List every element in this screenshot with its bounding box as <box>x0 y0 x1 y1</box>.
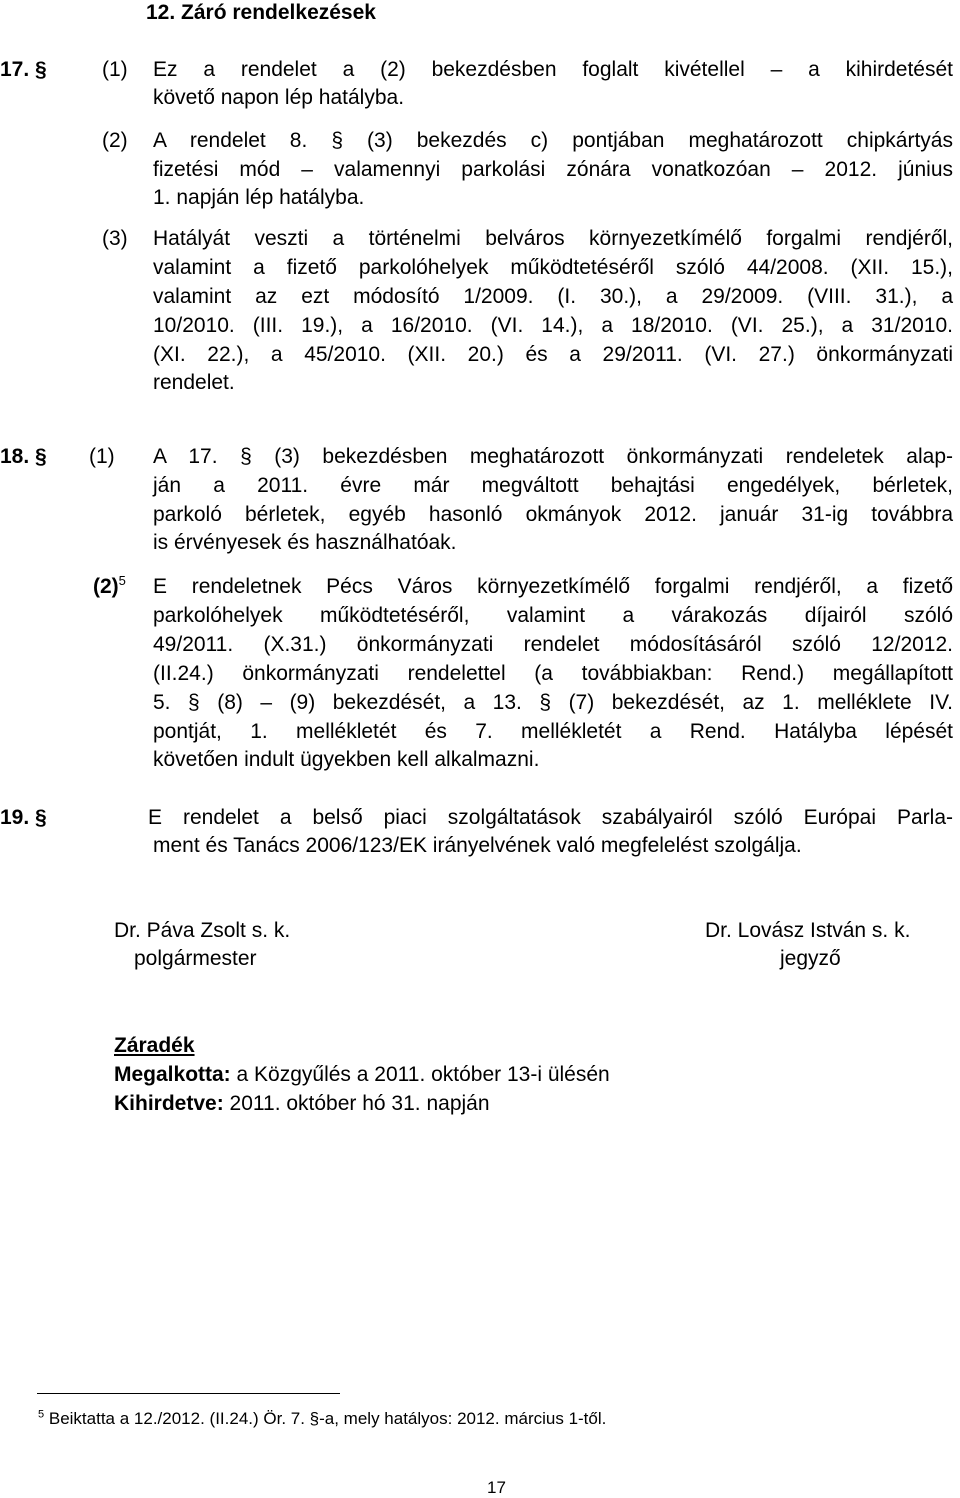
s18-p2-line: követően indult ügyekben kell alkalmazni. <box>153 748 540 771</box>
s18-p2-line: 5. § (8) – (9) bekezdését, a 13. § (7) bekezdését, az 1. melléklete IV. <box>153 691 953 714</box>
s17-p2-line: 1. napján lép hatályba. <box>153 186 365 209</box>
s17-p3-line: rendelet. <box>153 371 235 394</box>
clause-title: Záradék <box>114 1034 195 1057</box>
s18-p2-line: E rendeletnek Pécs Város környezetkímélő forgalmi rendjéről, a fizető <box>153 575 953 598</box>
signature-left-title: polgármester <box>134 947 257 970</box>
s18-p2-line: pontját, 1. mellékletét és 7. mellékletét a Rend. Hatályba lépését <box>153 720 953 743</box>
footnote-reference: 5 <box>118 573 126 588</box>
footnote-number: 5 <box>38 1408 45 1421</box>
s18-p2-label: $(2)^5$ <box>93 573 126 598</box>
s18-p1-line: is érvényesek és használhatóak. <box>153 531 457 554</box>
s17-p3-line: Hatályát veszti a történelmi belváros környezetkímélő forgalmi rendjéről, <box>153 227 953 250</box>
s17-p1-line: követő napon lép hatályba. <box>153 86 405 109</box>
page-number: 17 <box>487 1478 506 1497</box>
clause-adopted-text: a Közgyűlés a 2011. október 13-i ülésén <box>236 1063 610 1086</box>
s17-p2-label: (2) <box>102 129 128 152</box>
s18-p1-label: (1) <box>89 445 115 468</box>
s17-p3-line: valamint a fizető parkolóhelyek működtetéséről szóló 44/2008. (XII. 15.), <box>153 256 953 279</box>
s19-line: ment és Tanács 2006/123/EK irányelvének való megfelelést szolgálja. <box>153 834 802 857</box>
s17-p2-line: fizetési mód – valamennyi parkolási zónára vonatkozóan – 2012. június <box>153 158 953 181</box>
s17-p1-label: (1) <box>102 58 128 81</box>
section-19-number: 19. § <box>0 806 47 829</box>
s18-p1-line: parkoló bérletek, egyéb hasonló okmányok 2012. január 31-ig továbbra <box>153 503 953 526</box>
s18-p2-line: 49/2011. (X.31.) önkormányzati rendelet módosításáról szóló 12/2012. <box>153 633 953 656</box>
clause-promulgated-label: Kihirdetve: <box>114 1092 224 1115</box>
s18-p2-line: parkolóhelyek működtetéséről, valamint a várakozás díjairól szóló <box>153 604 953 627</box>
clause-promulgated-text: 2011. október hó 31. napján <box>229 1092 490 1115</box>
s17-p3-line: 10/2010. (III. 19.), a 16/2010. (VI. 14.), a 18/2010. (VI. 25.), a 31/2010. <box>153 314 953 337</box>
signature-right-title: jegyző <box>780 947 841 970</box>
s17-p3-label: (3) <box>102 227 128 250</box>
section-heading: 12. Záró rendelkezések <box>146 1 376 24</box>
clause-adopted-label: Megalkotta: <box>114 1063 231 1086</box>
s17-p2-line: A rendelet 8. § (3) bekezdés c) pontjában meghatározott chipkártyás <box>153 129 953 152</box>
s17-p1-line: Ez a rendelet a (2) bekezdésben foglalt kivétellel – a kihirdetését <box>153 58 953 81</box>
footnote <box>38 1408 606 1430</box>
signature-right-name: Dr. Lovász István s. k. <box>705 919 911 942</box>
s18-p2-line: (II.24.) önkormányzati rendelettel (a továbbiakban: Rend.) megállapított <box>153 662 953 685</box>
s19-line: E rendelet a belső piaci szolgáltatások szabályairól szóló Európai Parla- <box>148 806 953 829</box>
clause-adopted <box>114 1062 610 1088</box>
footnote-separator <box>37 1393 340 1394</box>
section-17-number: 17. § <box>0 58 47 81</box>
s18-p1-line: A 17. § (3) bekezdésben meghatározott önkormányzati rendeletek alap- <box>153 445 953 468</box>
signature-left-name: Dr. Páva Zsolt s. k. <box>114 919 291 942</box>
footnote-text: Beiktatta a 12./2012. (II.24.) Ör. 7. §-a, mely hatályos: 2012. március 1-től. <box>48 1409 607 1428</box>
s18-p1-line: ján a 2011. évre már megváltott behajtási engedélyek, bérletek, <box>153 474 953 497</box>
s17-p3-line: valamint az ezt módosító 1/2009. (I. 30.), a 29/2009. (VIII. 31.), a <box>153 285 953 308</box>
s17-p3-line: (XI. 22.), a 45/2010. (XII. 20.) és a 29/2011. (VI. 27.) önkormányzati <box>153 343 953 366</box>
section-18-number: 18. § <box>0 445 47 468</box>
clause-promulgated <box>114 1091 490 1117</box>
